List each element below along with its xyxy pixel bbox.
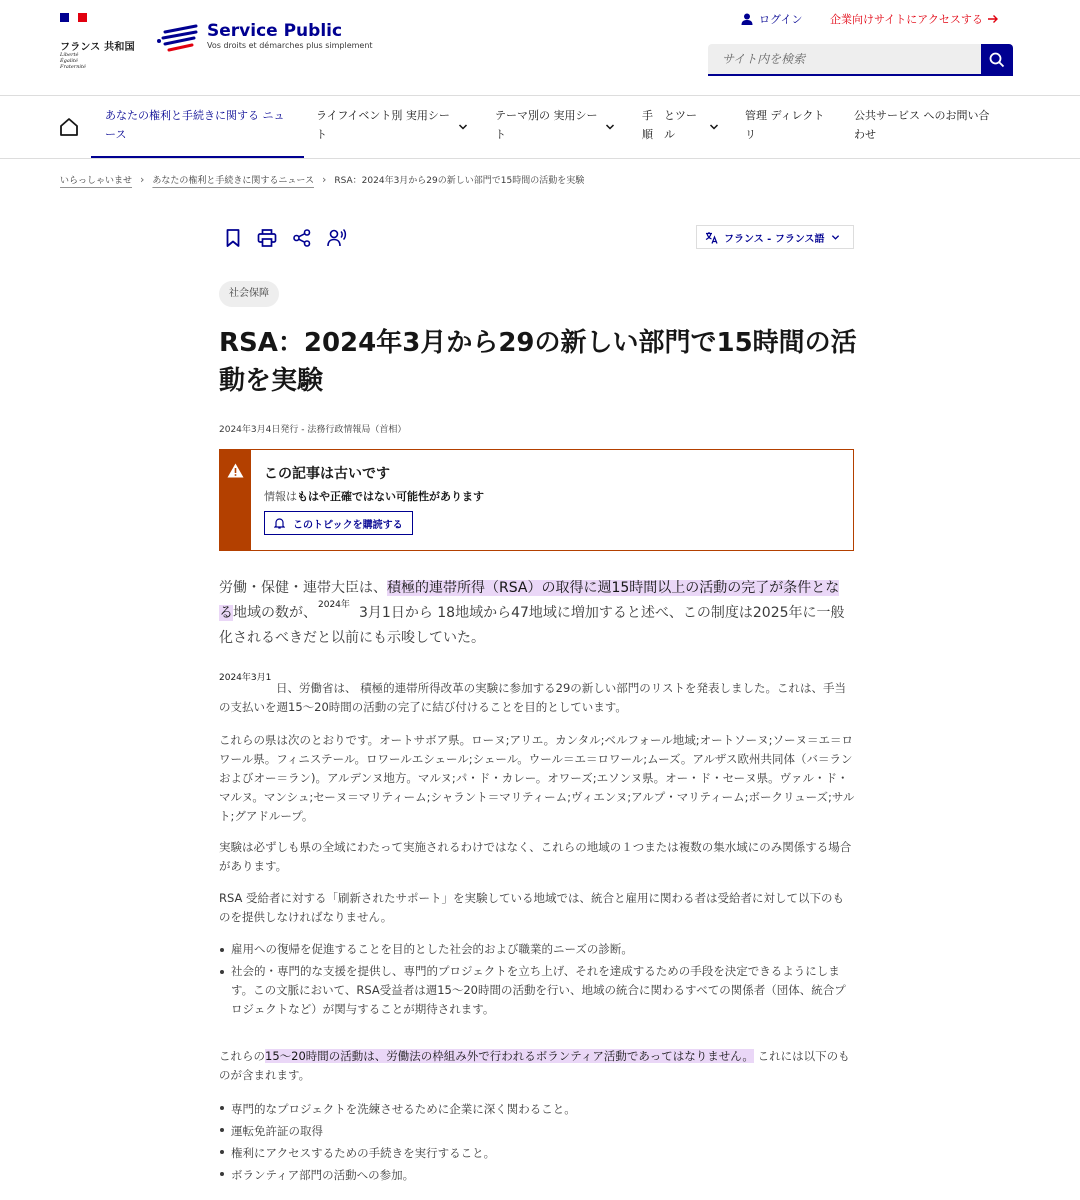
lead-date: 2024年	[318, 600, 350, 610]
body-paragraph-5: これらの15〜20時間の活動は、労働法の枠組み外で行われるボランティア活動であってはなりません。 これには以下のものが含まれます。	[219, 1049, 850, 1082]
subscribe-button[interactable]	[264, 511, 413, 535]
listen-icon[interactable]	[327, 228, 347, 248]
activities-list	[219, 1098, 855, 1186]
nav-item-news[interactable]: あなたの権利と手続きに関する ニュース	[105, 109, 285, 141]
service-public-logo-icon[interactable]	[156, 24, 200, 54]
support-list	[219, 940, 855, 1019]
list-item: 社会的・専門的な支援を提供し、専門的プロジェクトを立ち上げ、それを達成するための手段を決定できるようにします。この文脈において、RSA受益者は週15〜20時間の活動を行い、地域の統合に関わるすべての関係者（団体、統合プロジェクトなど）が関与することが期待されます。	[219, 962, 855, 1019]
alert-text: 情報はもはや正確ではない可能性があります	[264, 490, 484, 503]
alert-sidebar	[220, 450, 251, 550]
french-flag-icon	[60, 13, 87, 22]
p1-date: 2024年3月1	[219, 673, 272, 683]
main-navigation	[0, 96, 1080, 159]
login-label: ログイン	[759, 13, 803, 26]
lead-paragraph: 労働・保健・連帯大臣は、積極的連帯所得（RSA）の取得に週15時間以上の活動の完了が条件とな る地域の数が、 3月1日から 18地域から47地域に増加すると述べ、この制度は2025年に一般 2024年 化されるべきだと以前にも示唆していた。	[219, 580, 845, 646]
nav-item-procedures[interactable]: 手 順	[642, 109, 653, 141]
search-button[interactable]	[981, 44, 1013, 76]
pro-site-link[interactable]	[830, 11, 999, 27]
nav-item-contact[interactable]: 公共サービス へのお問い合 わせ	[854, 109, 990, 141]
list-item: 運転免許証の取得	[219, 1120, 855, 1142]
body-paragraph-3: 実験は必ずしも県の全域にわたって実施されるわけではなく、これらの地域の１つまたは複数の集水域にのみ関係する場合があります。	[219, 840, 852, 873]
breadcrumb-current: RSA：2024年3月から29の新しい部門で15時間の活動を実験	[334, 176, 585, 186]
pro-site-label: 企業向けサイトにアクセスする	[830, 13, 983, 26]
share-icon[interactable]	[292, 228, 312, 248]
chevron-down-icon[interactable]	[709, 122, 719, 132]
publication-meta: 2024年3月4日発行 - 法務行政情報局（首相）	[219, 425, 407, 435]
language-label: フランス - フランス語	[724, 233, 825, 245]
nav-item-life-events[interactable]: ライフイベント別 実用シート	[316, 109, 450, 141]
list-item: ボランティア部門の活動への参加。	[219, 1164, 855, 1186]
body-paragraph-4: RSA 受給者に対する「刷新されたサポート」を実験している地域では、統合と雇用に関わる者は受給者に対して以下のものを提供しなければなりません。	[219, 891, 845, 924]
user-icon	[741, 13, 753, 25]
p5-highlight: 15〜20時間の活動は、労働法の枠組み外で行われるボランティア活動であってはなりません。	[265, 1049, 754, 1063]
bell-icon	[274, 517, 285, 529]
body-paragraph-1: 日、労働省は、 積極的連帯所得改革の実験に参加する29の新しい部門のリストを発表しました。これは、手当の支払いを週15〜20時間の活動の完了に結び付けることを目的としています。	[219, 681, 847, 714]
subscribe-label: このトピックを購読する	[293, 519, 403, 531]
lead-highlight: 積極的連帯所得（RSA）の取得に週15時間以上の活動の完了が条件とな	[387, 580, 840, 596]
nav-item-themes[interactable]: テーマ別の 実用シート	[495, 109, 598, 141]
search-bar	[708, 44, 1013, 76]
chevron-right-icon: ›	[140, 173, 145, 186]
search-icon	[989, 52, 1005, 68]
list-item: 雇用への復帰を促進することを目的とした社会的および職業的ニーズの診断。	[219, 940, 855, 959]
outdated-alert	[219, 449, 854, 551]
list-item: 専門的なプロジェクトを洗練させるために企業に深く関わること。	[219, 1098, 855, 1120]
breadcrumb-news[interactable]: あなたの権利と手続きに関するニュース	[152, 176, 314, 186]
arrow-right-icon	[987, 14, 999, 24]
category-tag[interactable]: 社会保障	[219, 281, 279, 307]
search-input[interactable]	[708, 44, 981, 76]
chevron-down-icon[interactable]	[458, 122, 468, 132]
login-link[interactable]	[741, 11, 802, 27]
republic-name: フランス 共和国	[60, 42, 135, 53]
nav-active-indicator	[91, 156, 304, 158]
chevron-down-icon	[831, 233, 840, 242]
site-title[interactable]: Service Public	[207, 21, 343, 41]
bookmark-icon[interactable]	[223, 228, 243, 248]
site-tagline: Vos droits et démarches plus simplement	[207, 41, 373, 50]
alert-title: この記事は古いです	[264, 466, 390, 482]
breadcrumb	[60, 173, 584, 186]
chevron-right-icon: ›	[321, 173, 327, 186]
nav-item-tools[interactable]: とツー ル	[664, 109, 697, 141]
translate-icon	[705, 231, 718, 244]
republic-motto: Liberté Égalité Fraternité	[60, 52, 86, 70]
site-header	[0, 0, 1080, 96]
page-title: RSA：2024年3月から29の新しい部門で15時間の活動を実験	[219, 328, 857, 396]
body-paragraph-2: これらの県は次のとおりです。オートサボア県。ローヌ;アリエ。カンタル;ベルフォール地域;オートソーヌ;ソーヌ＝エ＝ロワール県。フィニステール。ロワールエシェール;シェール。ウール＝エ＝ロワール;ムーズ。アルザス欧州共同体（バ＝ランおよびオー＝ラン)。アルデンヌ地方。マルヌ;パ・ド・カレー。オワーズ;エソンヌ県。オー・ド・セーヌ県。ヴァル・ド・マルヌ。マンシュ;セーヌ＝マリティーム;シャラント＝マリティーム;ヴィエンヌ;アルプ・マリティーム;ボークリューズ;サルト;グアドループ。	[219, 733, 855, 823]
print-icon[interactable]	[257, 228, 277, 248]
list-item: 権利にアクセスするための手続きを実行すること。	[219, 1142, 855, 1164]
home-icon[interactable]	[58, 116, 80, 138]
chevron-down-icon[interactable]	[605, 122, 615, 132]
language-selector[interactable]	[696, 225, 854, 249]
nav-item-directory[interactable]: 管理 ディレクト リ	[745, 109, 825, 141]
breadcrumb-home[interactable]: いらっしゃいませ	[60, 176, 133, 186]
warning-icon	[227, 463, 244, 478]
